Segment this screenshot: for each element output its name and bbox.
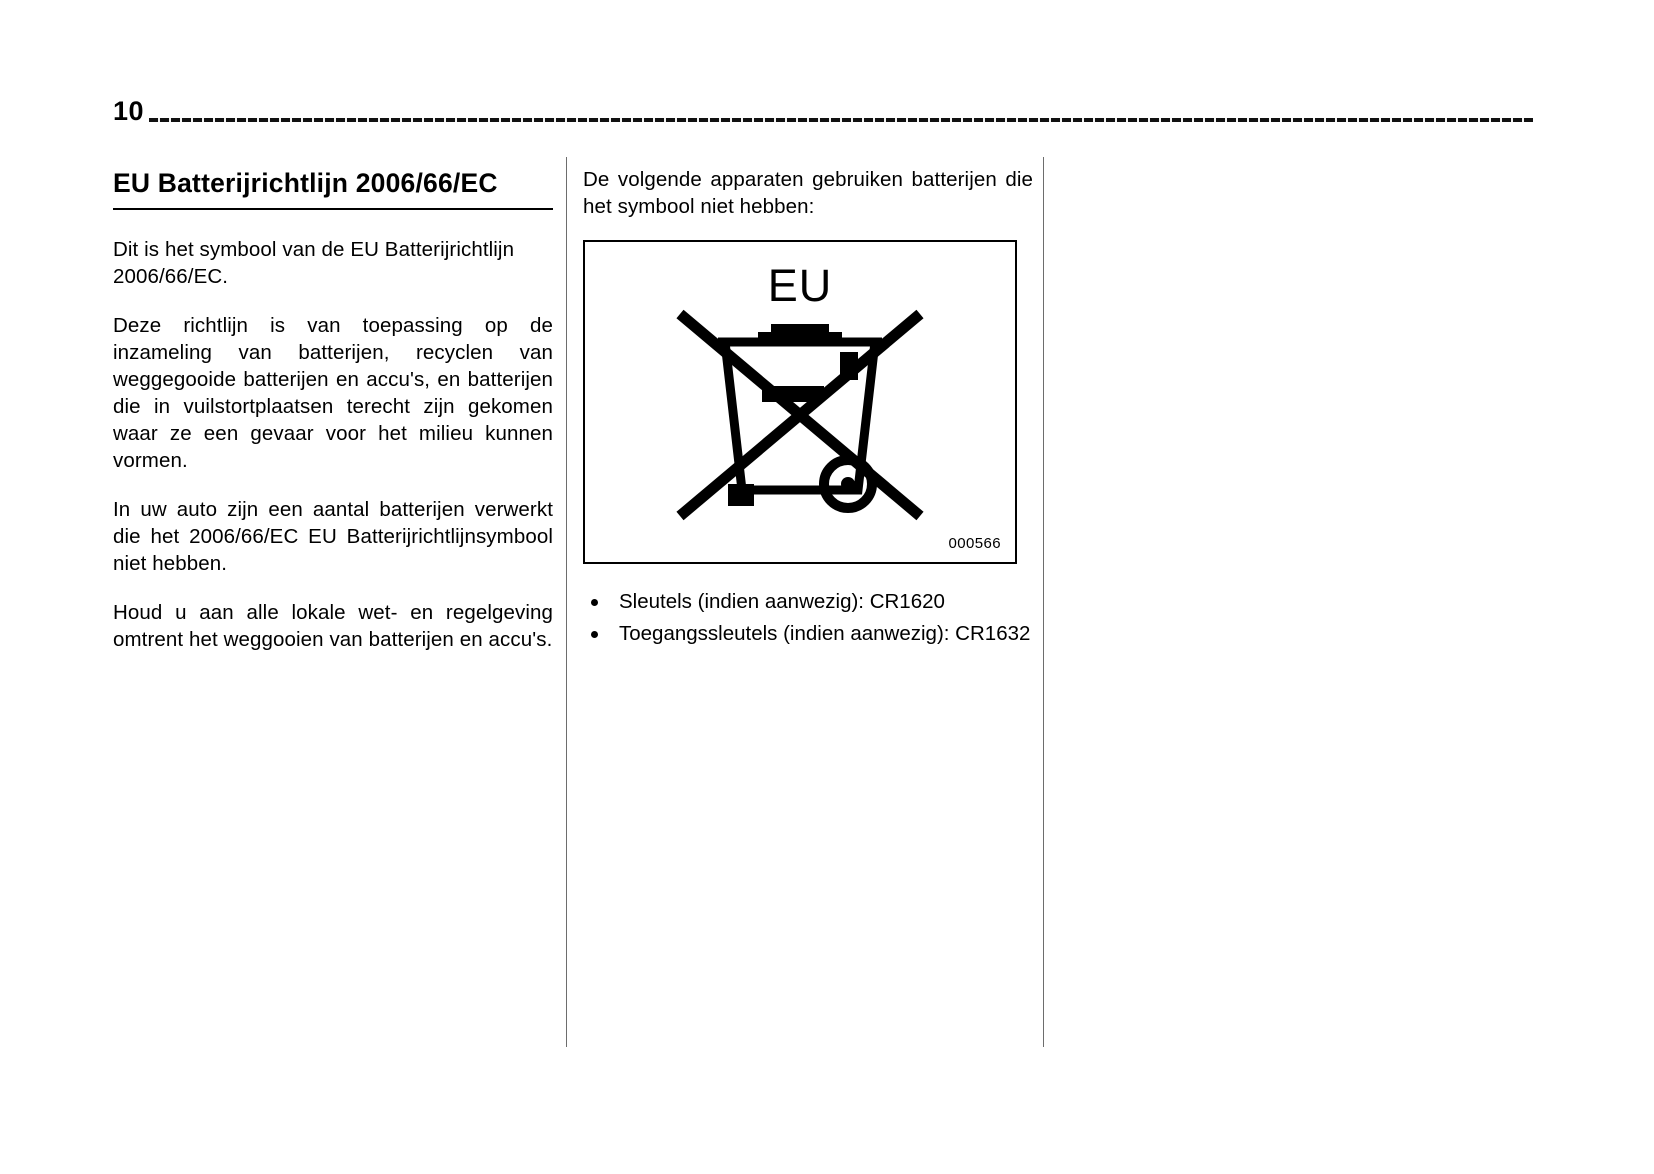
crossed-out-wheeled-bin-icon: [670, 294, 930, 529]
paragraph-intro: Dit is het symbool van de EU Batterijrichtlijn 2006/66/EC.: [113, 238, 515, 288]
page-header: [113, 96, 1533, 130]
section-title: EU Batterijrichtlijn 2006/66/EC: [113, 168, 498, 198]
right-column: [583, 166, 1033, 652]
paragraph-devices-intro: De volgende apparaten gebruiken batterijen die het symbool niet hebben:: [583, 168, 1033, 218]
header-rule: [149, 118, 1533, 122]
list-item: [583, 620, 1033, 648]
list-item-label: Sleutels (indien aanwezig): CR1620: [619, 590, 945, 613]
bullet-dot-icon: [591, 631, 598, 638]
paragraph-scope: Deze richtlijn is van toepassing op de inzameling van batterijen, recyclen van weggegooide batterijen en accu's, en batterijen die in vuilstortplaatsen terecht zijn gekomen waar ze een gevaar voor het milieu kunnen vormen.: [113, 314, 553, 472]
list-item: [583, 588, 1033, 616]
bullet-dot-icon: [591, 599, 598, 606]
left-column: [113, 166, 553, 675]
paragraph-regulations: Houd u aan alle lokale wet- en regelgeving omtrent het weggooien van batterijen en accu's.: [113, 601, 553, 651]
figure-eu-label: EU: [767, 260, 833, 311]
figure-reference-code: 000566: [948, 535, 1001, 552]
list-item-label: Toegangssleutels (indien aanwezig): CR1632: [619, 622, 1031, 645]
page-number: 10: [113, 96, 145, 126]
title-underline: [113, 208, 553, 210]
device-battery-list: [583, 588, 1033, 648]
figure-eu-battery-symbol: [583, 240, 1017, 564]
column-divider-right: [1043, 157, 1044, 1047]
paragraph-vehicle-batteries: In uw auto zijn een aantal batterijen verwerkt die het 2006/66/EC EU Batterijrichtlijnsymbool niet hebben.: [113, 498, 553, 575]
column-divider-left: [566, 157, 567, 1047]
